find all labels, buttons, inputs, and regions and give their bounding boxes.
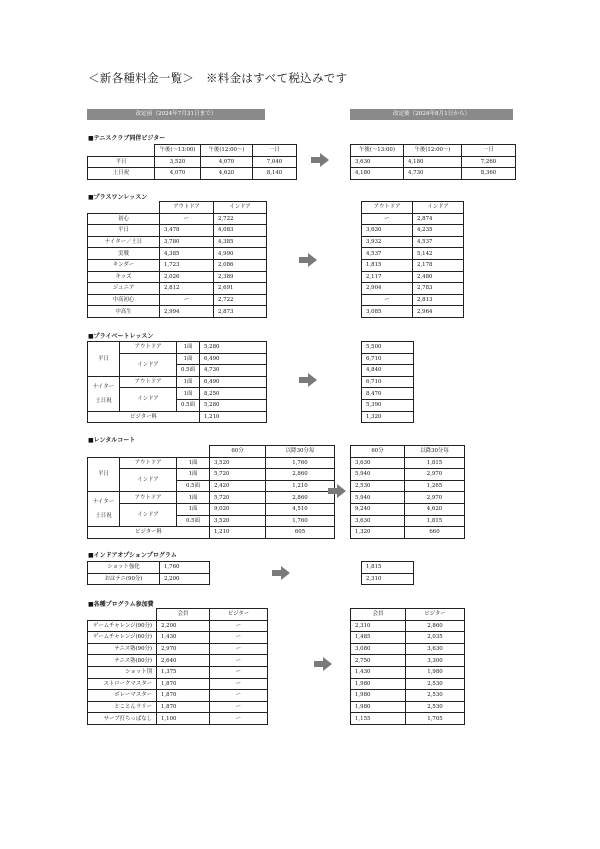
price-cell: 3,085 <box>362 306 413 318</box>
court-size: 1面 <box>177 469 210 481</box>
price-cell: 1,870 <box>157 701 210 713</box>
price-cell: 7,260 <box>462 156 516 168</box>
right-arrow-icon <box>299 373 317 387</box>
price-cell: 4,537 <box>413 236 464 248</box>
price-cell: 1,760 <box>266 457 335 469</box>
price-cell: 1,815 <box>405 515 465 527</box>
right-arrow-icon <box>328 484 346 498</box>
price-cell: 5,142 <box>413 248 464 260</box>
group-label: 平日 <box>88 342 120 377</box>
price-cell: 2,812 <box>160 283 214 295</box>
price-cell: 4,070 <box>201 156 253 168</box>
empty-cell <box>88 446 210 458</box>
group-label-night: ナイター <box>92 499 115 506</box>
price-cell: ー <box>210 632 268 644</box>
indoor-option-table-before <box>87 561 210 585</box>
row-label: おはテニ(90分) <box>88 573 160 585</box>
col-header: 以降30分毎 <box>405 446 465 458</box>
visitor-table-before <box>87 144 297 180</box>
price-cell: 1,265 <box>405 480 465 492</box>
col-header: アウトドア <box>362 202 413 214</box>
price-cell: 1,375 <box>157 666 210 678</box>
price-cell: ー <box>362 294 413 306</box>
col-header: 一日 <box>462 145 516 157</box>
group-label-weekend: 土日祝 <box>95 513 112 520</box>
price-cell: 1,320 <box>351 527 405 539</box>
price-cell: ー <box>210 690 268 702</box>
price-cell: 1,870 <box>157 678 210 690</box>
right-arrow-icon <box>311 153 329 167</box>
empty-cell <box>88 145 155 157</box>
price-cell: ー <box>362 213 413 225</box>
plusone-table-before <box>87 201 267 318</box>
header-after: 改定後（2024年8月1日から） <box>350 109 513 120</box>
price-cell: 2,026 <box>160 271 214 283</box>
price-cell: 2,964 <box>413 306 464 318</box>
price-cell: 2,200 <box>157 620 210 632</box>
group-label <box>88 492 120 527</box>
price-cell: 4,385 <box>214 236 267 248</box>
price-cell: 6,490 <box>200 376 267 388</box>
price-cell: 5,940 <box>351 469 405 481</box>
rental-table-before <box>87 445 335 539</box>
court-size: 0.5面 <box>177 515 210 527</box>
price-cell: ー <box>160 213 214 225</box>
price-cell: 2,873 <box>214 306 267 318</box>
row-label: ストロークマスター <box>88 678 157 690</box>
price-cell: 4,235 <box>413 225 464 237</box>
row-label: ゲームチャレンジ(60分) <box>88 632 157 644</box>
price-cell: 2,813 <box>413 294 464 306</box>
court-size: 0.5面 <box>177 480 210 492</box>
price-cell: 2,310 <box>362 573 414 585</box>
price-cell: 1,980 <box>406 666 465 678</box>
price-cell: 5,280 <box>200 342 267 354</box>
court-size: 1面 <box>177 388 200 400</box>
right-arrow-icon <box>299 253 317 267</box>
price-cell: 5,940 <box>351 492 405 504</box>
row-label: ナイター／土日 <box>88 236 160 248</box>
price-cell: 4,537 <box>362 248 413 260</box>
row-label: テニス塾(90分) <box>88 643 157 655</box>
col-header: 60分 <box>210 446 266 458</box>
price-cell: 4,840 <box>362 365 414 377</box>
price-cell: ー <box>210 713 268 725</box>
court-size: 1面 <box>177 376 200 388</box>
programs-table-before <box>87 608 268 725</box>
price-cell: 3,520 <box>210 457 266 469</box>
price-cell: ー <box>210 678 268 690</box>
price-cell: 2,480 <box>413 271 464 283</box>
court-type: インドア <box>120 469 177 492</box>
price-cell: 2,722 <box>214 213 267 225</box>
price-cell: 2,389 <box>214 271 267 283</box>
price-cell: 1,155 <box>351 713 406 725</box>
price-cell: 3,630 <box>351 156 404 168</box>
empty-cell <box>88 609 157 621</box>
price-cell: 2,722 <box>214 294 267 306</box>
price-cell: 1,760 <box>160 562 210 574</box>
price-cell: 2,970 <box>405 492 465 504</box>
price-cell: 1,980 <box>351 701 406 713</box>
price-cell: 2,640 <box>157 655 210 667</box>
section-title-indoor-option: ■インドアオプションプログラム <box>88 552 177 559</box>
price-cell: 2,860 <box>266 469 335 481</box>
price-cell: ー <box>160 294 214 306</box>
price-cell: 4,620 <box>201 168 253 180</box>
price-cell: 1,760 <box>266 515 335 527</box>
private-table-before <box>87 341 267 423</box>
price-cell: ー <box>210 666 268 678</box>
price-cell: 3,780 <box>160 236 214 248</box>
court-type: アウトドア <box>120 492 177 504</box>
price-cell: 2,200 <box>160 573 210 585</box>
price-cell: 2,994 <box>160 306 214 318</box>
price-cell: 2,420 <box>210 480 266 492</box>
price-cell: 1,723 <box>160 259 214 271</box>
price-cell: ー <box>210 701 268 713</box>
visitor-fee-label: ビジター料 <box>88 411 200 423</box>
price-cell: 2,530 <box>406 701 465 713</box>
section-title-plusone: ■プラスワンレッスン <box>88 194 148 201</box>
section-title-rental: ■レンタルコート <box>88 437 136 444</box>
price-cell: 6,710 <box>362 353 414 365</box>
price-cell: ー <box>210 620 268 632</box>
price-cell: 3,520 <box>155 156 201 168</box>
col-header: 会員 <box>157 609 210 621</box>
court-size: 1面 <box>177 342 200 354</box>
right-arrow-icon <box>314 657 332 671</box>
visitor-fee-label: ビジター料 <box>88 527 210 539</box>
price-cell: 1,705 <box>406 713 465 725</box>
price-cell: 2,874 <box>413 213 464 225</box>
row-label: とことんラリー <box>88 701 157 713</box>
price-cell: 3,520 <box>210 515 266 527</box>
price-cell: 6,490 <box>200 353 267 365</box>
price-cell: 4,990 <box>214 248 267 260</box>
visitor-table-after <box>350 144 516 180</box>
row-label: ショット別 <box>88 666 157 678</box>
section-title-private: ■プライベートレッスン <box>88 333 154 340</box>
row-label: 中高生 <box>88 306 160 318</box>
price-cell: 3,478 <box>160 225 214 237</box>
col-header: 60分 <box>351 446 405 458</box>
price-cell: 1,430 <box>157 632 210 644</box>
row-label: 実戦 <box>88 248 160 260</box>
price-cell: 2,086 <box>214 259 267 271</box>
plusone-table-after <box>361 201 464 318</box>
price-cell: 2,904 <box>362 283 413 295</box>
price-cell: 2,691 <box>214 283 267 295</box>
price-cell: ー <box>210 643 268 655</box>
page-title: ＜新各種料金一覧＞ ※料金はすべて税込みです <box>88 71 348 85</box>
row-label: 平日 <box>88 225 160 237</box>
col-header: ビジター <box>406 609 465 621</box>
empty-cell <box>88 202 160 214</box>
price-cell: 5,720 <box>210 469 266 481</box>
price-cell: 5,720 <box>210 492 266 504</box>
private-table-after <box>361 341 414 423</box>
court-type: インドア <box>120 388 177 411</box>
section-title-visitor: ■テニスクラブ同伴ビジター <box>88 135 166 142</box>
row-label: キッズ <box>88 271 160 283</box>
price-cell: 3,300 <box>406 655 465 667</box>
row-label: 平日 <box>88 156 155 168</box>
price-cell: 1,815 <box>405 457 465 469</box>
price-cell: 4,620 <box>405 503 465 515</box>
price-cell: 1,210 <box>200 411 267 423</box>
court-type: アウトドア <box>120 457 177 469</box>
price-cell: 8,140 <box>253 168 297 180</box>
col-header: 午後(12:00～) <box>201 145 253 157</box>
group-label-night: ナイター <box>92 383 115 390</box>
price-cell: 1,485 <box>351 632 406 644</box>
court-type: インドア <box>120 503 177 526</box>
price-cell: 1,870 <box>157 690 210 702</box>
price-cell: 1,100 <box>157 713 210 725</box>
row-label: テニス塾(80分) <box>88 655 157 667</box>
court-size: 1面 <box>177 492 210 504</box>
group-label: 平日 <box>88 457 120 492</box>
header-before: 改定前（2024年7月31日まで） <box>87 109 265 120</box>
price-cell: 2,530 <box>351 480 405 492</box>
court-type: インドア <box>120 353 177 376</box>
col-header: ビジター <box>210 609 268 621</box>
price-cell: 2,117 <box>362 271 413 283</box>
price-cell: 5,500 <box>362 342 414 354</box>
price-cell: 605 <box>266 527 335 539</box>
col-header: アウトドア <box>160 202 214 214</box>
price-cell: 1,815 <box>362 562 414 574</box>
col-header: 一日 <box>253 145 297 157</box>
price-cell: 5,390 <box>362 399 414 411</box>
price-cell: 3,630 <box>351 515 405 527</box>
price-cell: 2,970 <box>157 643 210 655</box>
price-cell: 6,710 <box>362 376 414 388</box>
price-cell: 5,280 <box>200 399 267 411</box>
col-header: 午後(～13:00) <box>155 145 201 157</box>
row-label: サーブ打ちっぱなし <box>88 713 157 725</box>
price-cell: 2,970 <box>405 469 465 481</box>
price-cell: 1,980 <box>351 690 406 702</box>
price-cell: 1,430 <box>351 666 406 678</box>
price-cell: ー <box>210 655 268 667</box>
row-label: ジュニア <box>88 283 160 295</box>
indoor-option-table-after <box>361 561 414 585</box>
col-header: インドア <box>214 202 267 214</box>
price-cell: 2,530 <box>406 690 465 702</box>
price-cell: 3,080 <box>351 643 406 655</box>
price-cell: 8,250 <box>200 388 267 400</box>
court-type: アウトドア <box>120 342 177 354</box>
row-label: 中高初心 <box>88 294 160 306</box>
price-cell: 9,020 <box>210 503 266 515</box>
row-label: ゲームチャレンジ(90分) <box>88 620 157 632</box>
price-cell: 4,180 <box>404 156 462 168</box>
group-label-weekend: 土日祝 <box>95 397 112 404</box>
rental-table-after <box>350 445 465 539</box>
court-size: 0.5面 <box>177 399 200 411</box>
col-header: インドア <box>413 202 464 214</box>
price-cell: 4,180 <box>351 168 404 180</box>
col-header: 会員 <box>351 609 406 621</box>
court-size: 1面 <box>177 457 210 469</box>
price-cell: 660 <box>405 527 465 539</box>
price-cell: 2,860 <box>266 492 335 504</box>
group-label <box>88 376 120 411</box>
col-header: 以降30分毎 <box>266 446 335 458</box>
price-cell: 8,360 <box>462 168 516 180</box>
price-cell: 9,240 <box>351 503 405 515</box>
price-cell: 1,210 <box>210 527 266 539</box>
price-cell: 8,470 <box>362 388 414 400</box>
court-size: 1面 <box>177 353 200 365</box>
price-cell: 4,385 <box>160 248 214 260</box>
right-arrow-icon <box>272 566 290 580</box>
price-cell: 1,320 <box>362 411 414 423</box>
price-cell: 4,083 <box>214 225 267 237</box>
price-cell: 3,932 <box>362 236 413 248</box>
programs-table-after <box>350 608 465 725</box>
row-label: ボレーマスター <box>88 690 157 702</box>
price-cell: 1,210 <box>266 480 335 492</box>
section-title-programs: ■各種プログラム参加費 <box>88 601 154 608</box>
price-cell: 7,040 <box>253 156 297 168</box>
row-label: キンダー <box>88 259 160 271</box>
row-label: 初心 <box>88 213 160 225</box>
price-cell: 3,630 <box>362 225 413 237</box>
col-header: 午後(12:00～) <box>404 145 462 157</box>
court-size: 1面 <box>177 503 210 515</box>
court-type: アウトドア <box>120 376 177 388</box>
price-cell: 4,730 <box>404 168 462 180</box>
row-label: 土日祝 <box>88 168 155 180</box>
price-cell: 2,035 <box>406 632 465 644</box>
price-cell: 3,630 <box>406 643 465 655</box>
court-size: 0.5面 <box>177 365 200 377</box>
price-cell: 3,630 <box>351 457 405 469</box>
price-cell: 4,070 <box>155 168 201 180</box>
price-cell: 2,310 <box>351 620 406 632</box>
price-cell: 2,178 <box>413 259 464 271</box>
price-cell: 2,783 <box>413 283 464 295</box>
price-cell: 4,730 <box>200 365 267 377</box>
price-cell: 4,510 <box>266 503 335 515</box>
col-header: 午後(～13:00) <box>351 145 404 157</box>
price-cell: 2,750 <box>351 655 406 667</box>
price-cell: 1,815 <box>362 259 413 271</box>
row-label: ショット強化 <box>88 562 160 574</box>
price-cell: 2,530 <box>406 678 465 690</box>
price-cell: 2,860 <box>406 620 465 632</box>
price-cell: 1,980 <box>351 678 406 690</box>
